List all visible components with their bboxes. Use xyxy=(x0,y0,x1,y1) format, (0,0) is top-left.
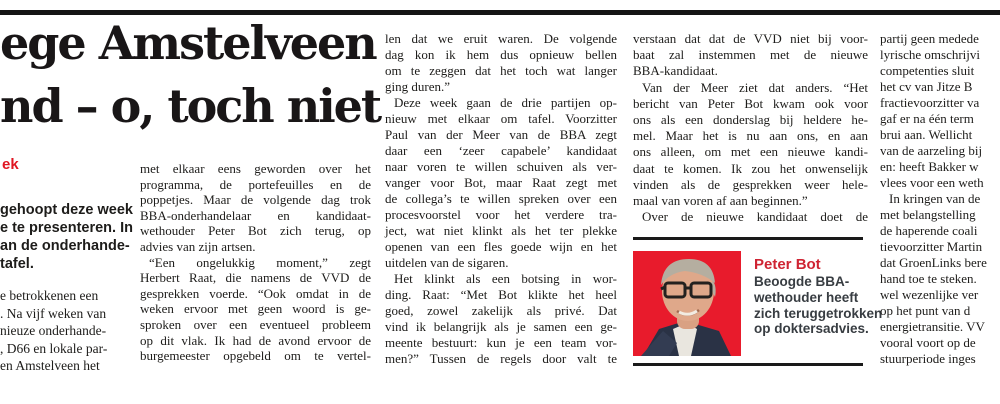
text-line: en: heeft Bakker w xyxy=(880,159,979,174)
text-line: het cv van Jitze B xyxy=(880,79,973,94)
text-line: Herbert Raat, die namens de VVD de xyxy=(140,270,371,286)
text-line: competenties sluit xyxy=(880,63,975,78)
text-line: gaf er na één term xyxy=(880,111,974,126)
text-line: brui aan. Wellicht xyxy=(880,127,973,142)
text-line: procesvoorstel voor het verdere tra- xyxy=(385,207,617,222)
text-line: advies van zijn artsen. xyxy=(140,238,256,254)
text-line: vanger voor Bot, maar Raat zegt met xyxy=(385,175,617,190)
text-line: om te zeggen dat het toch wat langer xyxy=(385,63,617,78)
text-line: verstaan dat dat de VVD niet bij voor- xyxy=(633,31,868,46)
text-line: energietransitie. VV xyxy=(880,319,985,334)
text-line: vinden als de gesprekken weer hele- xyxy=(633,176,868,192)
text-line: . Na vijf weken van xyxy=(0,305,107,321)
text-line: de collega’s te willen spreken over een xyxy=(385,191,617,206)
text-line: fractievoorzitter va xyxy=(880,95,980,110)
text-line: stuurperiode inges xyxy=(880,351,976,366)
text-line: Deze week gaan de drie partijen op- xyxy=(394,95,617,110)
body-column-5 xyxy=(880,31,987,367)
text-line: men?” Tussen de regels door valt te xyxy=(385,351,617,366)
text-line: partij geen medede xyxy=(880,31,979,46)
text-line: Het klinkt als een botsing in wor- xyxy=(394,271,617,286)
peter-bot-portrait-photo xyxy=(633,251,741,356)
text-line: hand toe te steken. xyxy=(880,271,977,286)
text-line: op het punt van d xyxy=(880,303,971,318)
text-line: en Amstelveen het xyxy=(0,358,100,373)
text-line: dag kon ik hem dus opnieuw bellen xyxy=(385,47,617,62)
text-line: baat zal instemmen met de nieuwe xyxy=(633,47,868,63)
text-line: tievoorzitter Martin xyxy=(880,239,983,254)
text-line: programma, de portefeuilles en de xyxy=(140,176,371,192)
body-column-3 xyxy=(385,31,617,367)
intro-paragraph xyxy=(0,201,133,273)
text-line: mel. Maar het is nu aan ons, en aan xyxy=(633,128,868,144)
text-line: wethouder Peter Bot zich terug, op xyxy=(140,223,371,239)
text-line: openen van een fles goede wijn en het xyxy=(385,239,617,254)
text-line: vind ik belangrijk als je samen een ge- xyxy=(385,319,617,334)
text-line: nieuze onderhande- xyxy=(0,323,107,338)
text-line: goed, zowel zakelijk als privé. Dat xyxy=(385,303,617,318)
photo-caption xyxy=(754,256,883,337)
text-line: vooral voort op de xyxy=(880,335,976,350)
headline-line-1: ege Amstelveen xyxy=(0,16,376,70)
text-line: de haperende coali xyxy=(880,223,978,238)
byline-kicker-fragment: ek xyxy=(2,156,19,173)
body-column-2 xyxy=(140,161,371,364)
article-headline xyxy=(0,12,380,138)
text-line: tafel. xyxy=(0,256,34,272)
text-line: poppetjes. Maar de volgende dag trok xyxy=(140,192,371,208)
text-line: met elkaar eens geworden over het xyxy=(140,161,371,176)
text-line: e te presenteren. In xyxy=(0,220,133,236)
text-line: sproken over een eventueel probleem xyxy=(140,316,371,332)
text-line: ons als een donderslag bij heldere he- xyxy=(633,112,868,128)
text-line: op dit vlak. Ik had de avond ervoor de xyxy=(140,332,371,348)
body-column-4 xyxy=(633,31,868,225)
headline-line-2: nd – o, toch niet xyxy=(0,79,381,133)
text-line: an de onderhande- xyxy=(0,238,130,254)
text-line: Beoogde BBA- xyxy=(754,274,850,289)
text-line: van de aarzeling bij xyxy=(880,143,983,158)
text-line: met belangstelling xyxy=(880,207,976,222)
text-line: vlees voor een weth xyxy=(880,175,984,190)
text-line: lyrische omschrijvi xyxy=(880,47,981,62)
text-line: daar een ‘zeer capabele’ kandidaat xyxy=(385,143,617,158)
text-line: len dat we eruit waren. De volgende xyxy=(385,31,617,46)
portrait-illustration xyxy=(633,251,741,356)
caption-box-top-rule xyxy=(633,237,863,240)
text-line: daat te komen. Ik zou het onwenselijk xyxy=(633,160,868,176)
text-line: maal van voren af aan beginnen.” xyxy=(633,193,808,209)
text-line: Van der Meer ziet dat anders. “Het xyxy=(642,79,868,95)
text-line: weken ervoor met geen woord is ge- xyxy=(140,301,371,317)
text-line: nieuw met elkaar om tafel. Voorzitter xyxy=(385,111,617,126)
text-line: BBA-kandidaat. xyxy=(633,63,718,79)
text-line: meente bestuurt: kun je een team vor- xyxy=(385,335,617,350)
caption-box-bottom-rule xyxy=(633,363,863,366)
text-line: wethouder heeft xyxy=(754,289,859,305)
text-line: ding. Raat: “Met Bot klikte het heel xyxy=(385,287,617,302)
text-line: uitdelen van de sigaren. xyxy=(385,255,509,270)
text-line: ject, wat niet klinkt als het ter plekke xyxy=(385,223,617,238)
body-column-1 xyxy=(0,287,107,375)
text-line: naar voren te willen schuiven als ver- xyxy=(385,159,617,174)
text-line: ons alleen, om met een nieuwe kandi- xyxy=(633,144,868,160)
text-line: dat GroenLinks bere xyxy=(880,255,987,270)
text-line: Over de nieuwe kandidaat doet de xyxy=(642,209,868,225)
text-line: gesprekken voerde. “Ook omdat in de xyxy=(140,285,371,301)
text-line: burgemeester opgebeld om te vertel- xyxy=(140,348,371,364)
text-line: bericht van Peter Bot kwam ook voor xyxy=(633,95,868,111)
text-line: In kringen van de xyxy=(889,191,981,206)
text-line: Paul van der Meer van de BBA zegt xyxy=(385,127,617,142)
text-line: zich teruggetrokken xyxy=(754,305,883,321)
text-line: “Een ongelukkig moment,” zegt xyxy=(149,254,371,270)
text-line: ging duren.” xyxy=(385,79,450,94)
text-line: , D66 en lokale par- xyxy=(0,340,108,356)
text-line: gehoopt deze week xyxy=(0,202,133,218)
text-line: wel wezenlijke ver xyxy=(880,287,979,302)
text-line: op doktersadvies. xyxy=(754,321,869,337)
text-line: BBA-onderhandelaar en kandidaat- xyxy=(140,207,371,223)
caption-text xyxy=(754,274,883,337)
text-line: e betrokkenen een xyxy=(0,288,99,303)
caption-name: Peter Bot xyxy=(754,256,821,273)
